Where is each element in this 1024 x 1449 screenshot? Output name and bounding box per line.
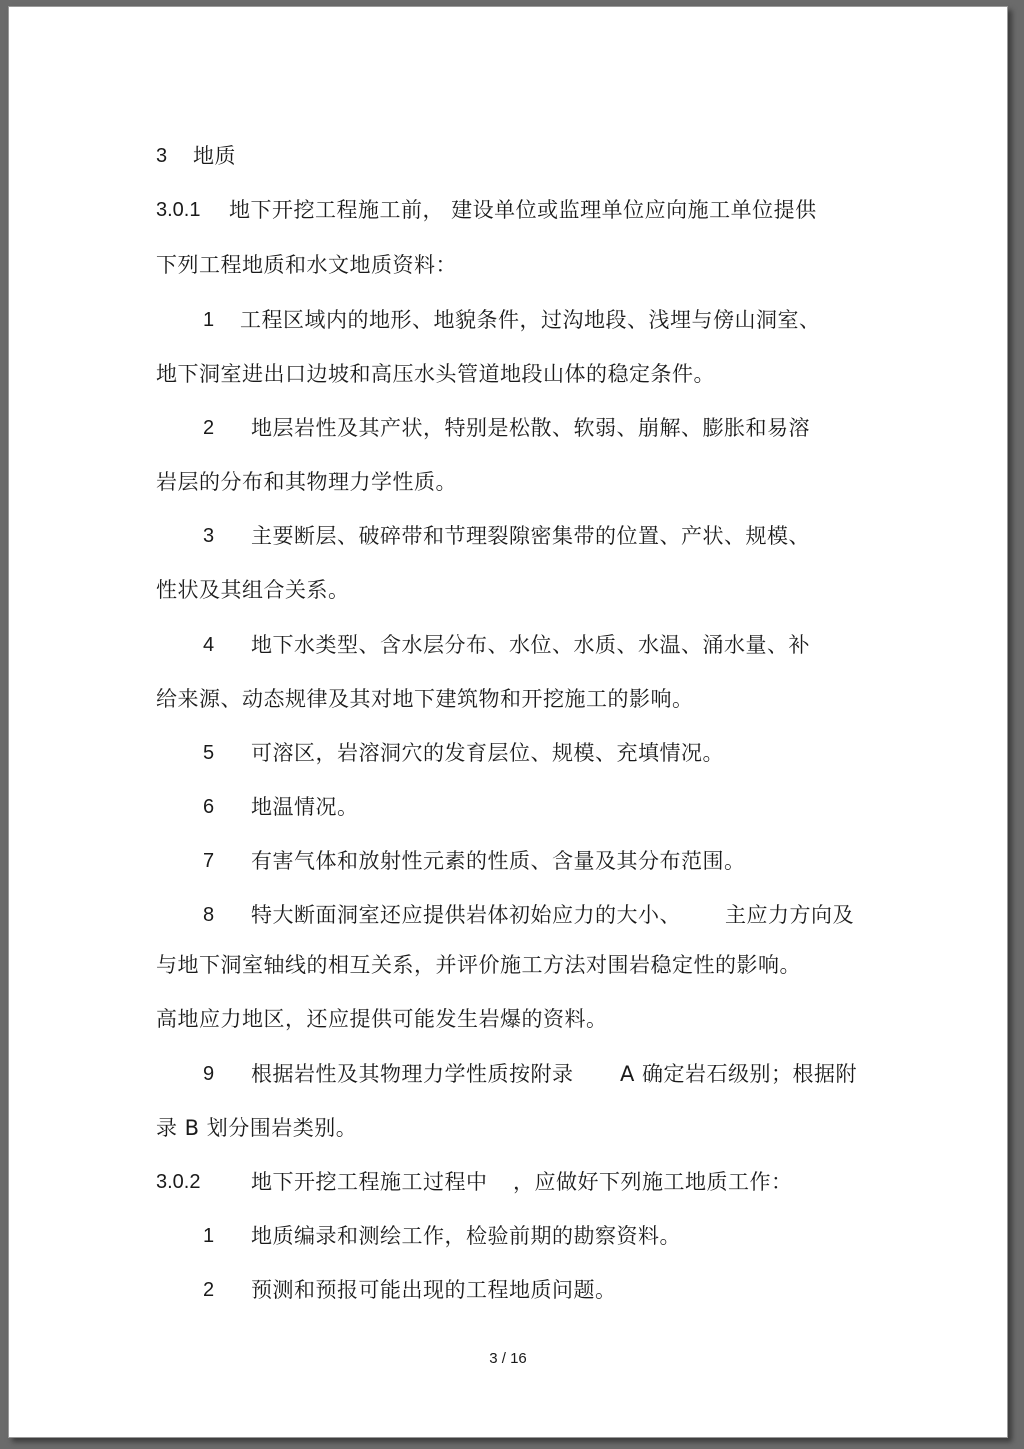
item-5-number: 5	[203, 742, 215, 764]
section-number: 3	[156, 145, 168, 167]
item-8-line2: 与地下洞室轴线的相互关系，并评价施工方法对围岩稳定性的影响。	[156, 953, 801, 977]
item-5-line1: 可溶区，岩溶洞穴的发育层位、规模、充填情况。	[251, 741, 724, 765]
clause-302-item-1-number: 1	[203, 1225, 215, 1247]
clause-302-item-1-text: 地质编录和测绘工作，检验前期的勘察资料。	[251, 1224, 681, 1248]
item-9-line1b: A 确定岩石级别；根据附	[620, 1062, 858, 1086]
item-8-line1a: 特大断面洞室还应提供岩体初始应力的大小、	[251, 903, 681, 927]
item-8-line3: 高地应力地区，还应提供可能发生岩爆的资料。	[156, 1007, 608, 1031]
item-1-line1: 工程区域内的地形、地貌条件，过沟地段、浅埋与傍山洞室、	[240, 308, 821, 332]
section-title: 地质	[193, 144, 236, 168]
document-page	[8, 6, 1008, 1438]
clause-302-number: 3.0.2	[156, 1171, 201, 1193]
item-3-number: 3	[203, 525, 215, 547]
item-9-number: 9	[203, 1063, 215, 1085]
clause-302-line1b: ，应做好下列施工地质工作：	[513, 1170, 793, 1194]
item-3-line2: 性状及其组合关系。	[156, 578, 350, 602]
item-9-line1a: 根据岩性及其物理力学性质按附录	[251, 1062, 574, 1086]
item-4-line1: 地下水类型、含水层分布、水位、水质、水温、涌水量、补	[251, 633, 810, 657]
item-2-number: 2	[203, 417, 215, 439]
item-4-line2: 给来源、动态规律及其对地下建筑物和开挖施工的影响。	[156, 687, 694, 711]
item-7-line1: 有害气体和放射性元素的性质、含量及其分布范围。	[251, 849, 746, 873]
clause-301-line2: 下列工程地质和水文地质资料：	[156, 253, 457, 277]
item-2-line2: 岩层的分布和其物理力学性质。	[156, 470, 457, 494]
clause-301-number: 3.0.1	[156, 199, 201, 221]
item-9-line2: 录 B 划分围岩类别。	[156, 1116, 358, 1140]
item-7-number: 7	[203, 850, 215, 872]
item-6-line1: 地温情况。	[251, 795, 359, 819]
clause-302-item-2-number: 2	[203, 1279, 215, 1301]
clause-301-line1: 地下开挖工程施工前， 建设单位或监理单位应向施工单位提供	[229, 198, 817, 222]
page-number: 3 / 16	[489, 1350, 527, 1367]
item-4-number: 4	[203, 634, 215, 656]
clause-302-line1a: 地下开挖工程施工过程中	[251, 1170, 488, 1194]
clause-302-item-2-text: 预测和预报可能出现的工程地质问题。	[251, 1278, 617, 1302]
item-2-line1: 地层岩性及其产状，特别是松散、软弱、崩解、膨胀和易溶	[251, 416, 810, 440]
item-6-number: 6	[203, 796, 215, 818]
item-3-line1: 主要断层、破碎带和节理裂隙密集带的位置、产状、规模、	[251, 524, 810, 548]
item-1-number: 1	[203, 309, 215, 331]
item-8-line1b: 主应力方向及	[725, 903, 854, 927]
item-8-number: 8	[203, 904, 215, 926]
item-1-line2: 地下洞室进出口边坡和高压水头管道地段山体的稳定条件。	[156, 362, 715, 386]
